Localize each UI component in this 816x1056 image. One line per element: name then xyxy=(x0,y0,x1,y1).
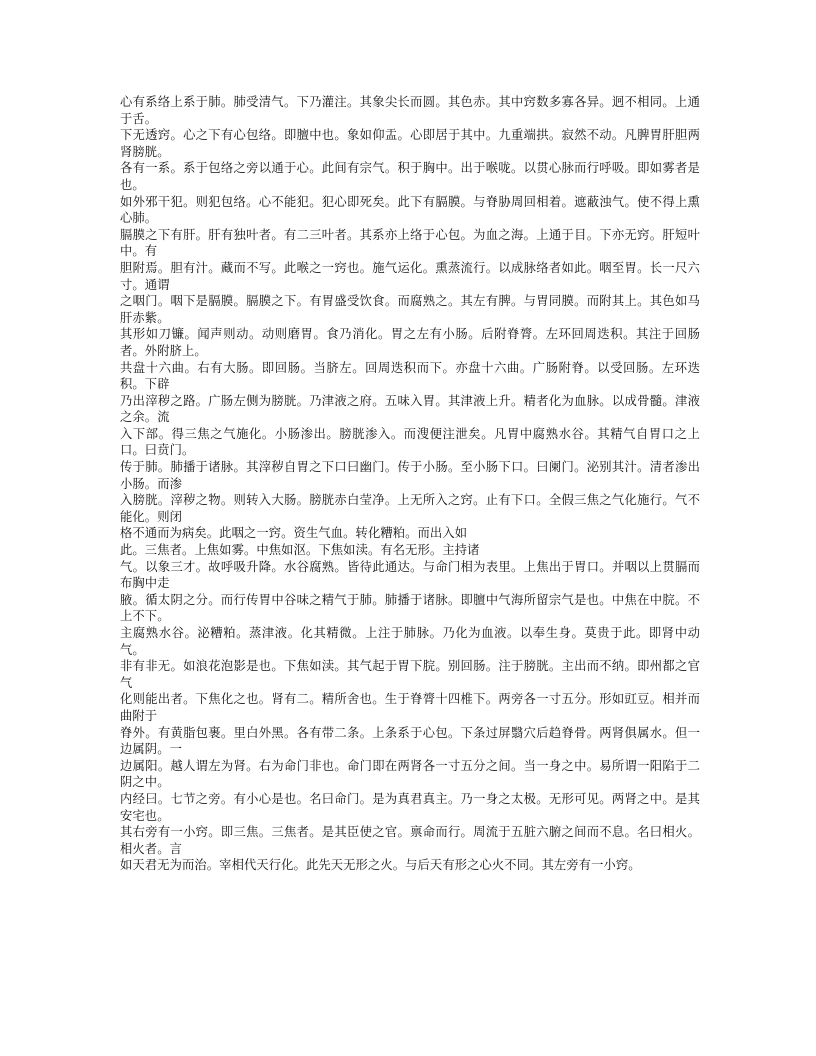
paragraph-3: 各有一系。系于包络之旁以通于心。此间有宗气。积于胸中。出于喉咙。以贯心脉而行呼吸。即如雾者是也。 xyxy=(120,161,700,192)
paragraph-14: 格不通而为病矣。此咽之一窍。资生气血。转化糟粕。而出入如 xyxy=(120,526,468,541)
paragraph-4: 如外邪干犯。则犯包络。心不能犯。犯心即死矣。此下有膈膜。与脊胁周回相着。遮蔽浊气。使不得上熏心肺。 xyxy=(120,194,700,226)
paragraph-2: 下无透窍。心之下有心包络。即膻中也。象如仰盂。心即居于其中。九重端拱。寂然不动。凡脾胃肝胆两肾膀胱。 xyxy=(120,128,700,159)
paragraph-11: 入下部。得三焦之气施化。小肠渗出。膀胱渗入。而溲便注泄矣。凡胃中腐熟水谷。其精气自胃口之上口。曰贲门。 xyxy=(120,426,700,458)
paragraph-23: 内经曰。七节之旁。有小心是也。名曰命门。是为真君真主。乃一身之太极。无形可见。两肾之中。是其安宅也。 xyxy=(120,791,700,823)
paragraph-20: 化则能出者。下焦化之也。肾有二。精所舍也。生于脊膂十四椎下。两旁各一寸五分。形如豇豆。相并而曲附于 xyxy=(120,692,700,723)
paragraph-21: 脊外。有黄脂包裹。里白外黑。各有带二条。上条系于心包。下条过屏翳穴后趋脊骨。两肾俱属水。但一边属阴。一 xyxy=(120,725,700,757)
paragraph-25: 如天君无为而治。宰相代天行化。此先天无形之火。与后天有形之心火不同。其左旁有一小窍。 xyxy=(120,858,641,873)
paragraph-17: 腋。循太阴之分。而行传胃中谷味之精气于肺。肺播于诸脉。即膻中气海所留宗气是也。中焦在中脘。不上不下。 xyxy=(120,592,700,624)
paragraph-12: 传于肺。肺播于诸脉。其滓秽自胃之下口曰幽门。传于小肠。至小肠下口。曰阑门。泌别其汁。清者渗出小肠。而渗 xyxy=(120,460,700,491)
document-page xyxy=(120,94,700,874)
paragraph-1: 心有系络上系于肺。肺受清气。下乃灌注。其象尖长而圆。其色赤。其中窍数多寡各异。迥不相同。上通于舌。 xyxy=(120,95,700,126)
paragraph-6: 胆附焉。胆有汁。藏而不写。此喉之一窍也。施气运化。熏蒸流行。以成脉络者如此。咽至胃。长一尺六寸。通谓 xyxy=(120,260,700,292)
paragraph-24: 其右旁有一小窍。即三焦。三焦者。是其臣使之官。禀命而行。周流于五脏六腑之间而不息。名曰相火。相火者。言 xyxy=(120,825,700,856)
paragraph-15: 此。三焦者。上焦如雾。中焦如沤。下焦如渎。有名无形。主持诸 xyxy=(120,543,480,558)
paragraph-9: 共盘十六曲。右有大肠。即回肠。当脐左。回周迭积而下。亦盘十六曲。广肠附脊。以受回肠。左环迭积。下辟 xyxy=(120,360,700,392)
paragraph-16: 气。以象三才。故呼吸升降。水谷腐熟。皆待此通达。与命门相为表里。上焦出于胃口。并咽以上贯膈而布胸中走 xyxy=(120,559,700,591)
paragraph-18: 主腐熟水谷。泌糟粕。蒸津液。化其精微。上注于肺脉。乃化为血液。以奉生身。莫贵于此。即肾中动气。 xyxy=(120,626,700,657)
paragraph-10: 乃出滓秽之路。广肠左侧为膀胱。乃津液之府。五味入胃。其津液上升。精者化为血脉。以成骨髓。津液之余。流 xyxy=(120,393,700,425)
paragraph-5: 膈膜之下有肝。肝有独叶者。有二三叶者。其系亦上络于心包。为血之海。上通于目。下亦无窍。肝短叶中。有 xyxy=(120,227,700,259)
paragraph-13: 入膀胱。滓秽之物。则转入大肠。膀胱赤白莹净。上无所入之窍。止有下口。全假三焦之气化施行。气不能化。则闭 xyxy=(120,493,700,524)
paragraph-8: 其形如刀镰。闻声则动。动则磨胃。食乃消化。胃之左有小肠。后附脊膂。左环回周迭积。其注于回肠者。外附脐上。 xyxy=(120,327,700,358)
paragraph-19: 非有非无。如浪花泡影是也。下焦如渎。其气起于胃下脘。别回肠。注于膀胱。主出而不纳。即州都之官气 xyxy=(120,659,700,690)
paragraph-7: 之咽门。咽下是膈膜。膈膜之下。有胃盛受饮食。而腐熟之。其左有脾。与胃同膜。而附其上。其色如马肝赤紫。 xyxy=(120,294,700,325)
paragraph-22: 边属阳。越人谓左为肾。右为命门非也。命门即在两肾各一寸五分之间。当一身之中。易所谓一阳陷于二阴之中。 xyxy=(120,758,700,790)
